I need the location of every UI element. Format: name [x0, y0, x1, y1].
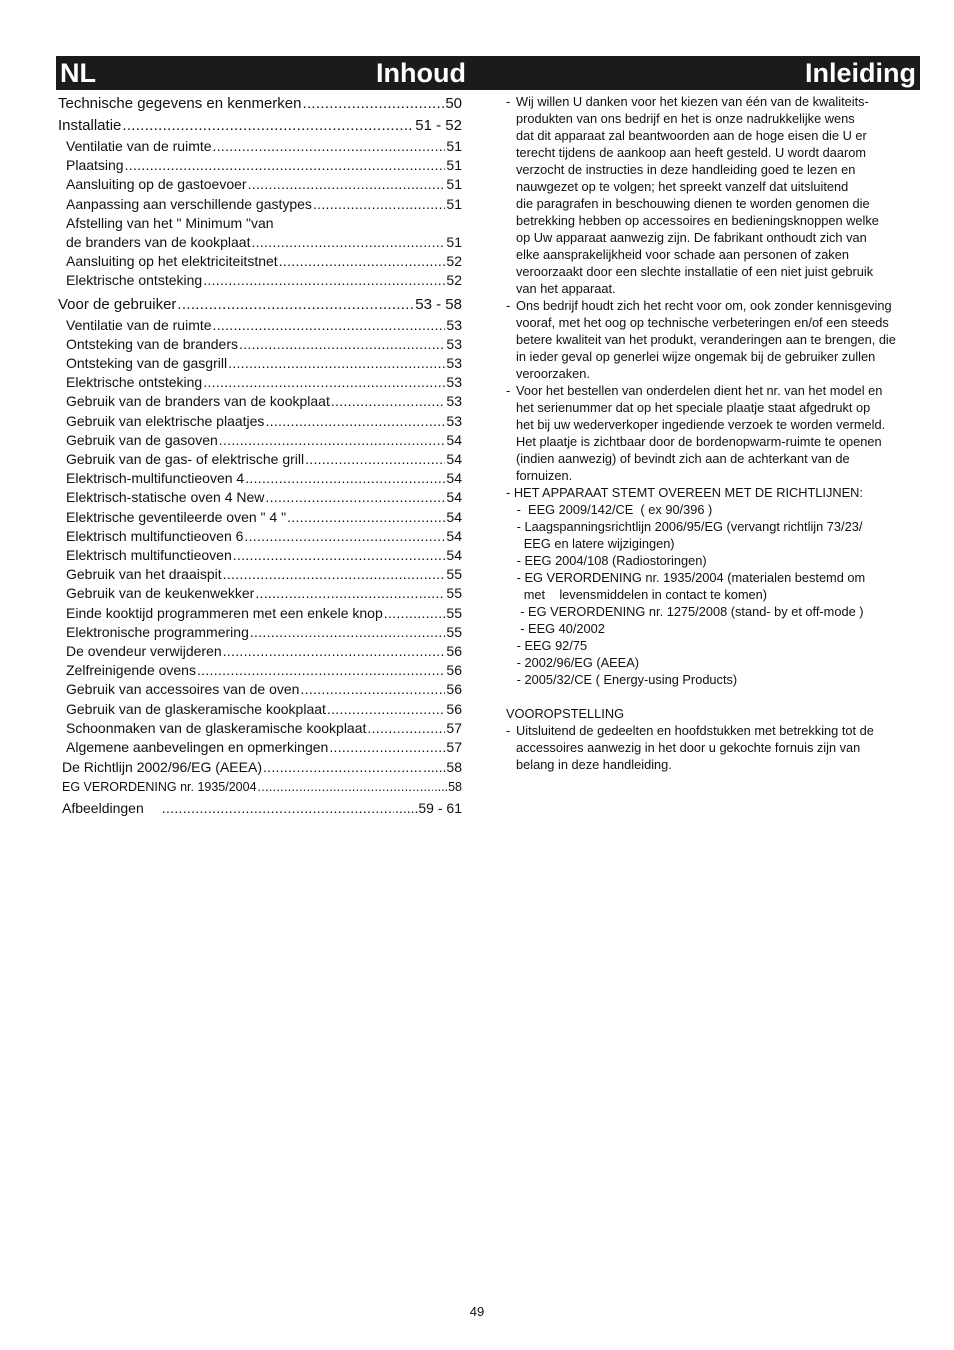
toc-page: 52	[446, 253, 462, 270]
toc-label: Elektrische ontsteking	[66, 374, 203, 391]
toc-entry[interactable]	[58, 335, 462, 354]
text-line: het serienummer dat op het speciale plaatje staat afgedrukt op	[516, 400, 871, 415]
toc-label: Elektrische ontsteking	[66, 272, 203, 289]
toc-entry-gebruiker[interactable]	[58, 294, 462, 316]
toc-entry[interactable]	[58, 623, 462, 642]
toc-label: De Richtlijn 2002/96/EG (AEEA)	[62, 759, 262, 776]
toc-label: Voor de gebruiker	[58, 295, 177, 313]
text-line: van het apparaat.	[516, 281, 616, 296]
toc-label: Ontsteking van de gasgrill	[66, 355, 228, 372]
table-of-contents	[58, 93, 462, 819]
toc-page: 54	[446, 451, 462, 468]
directives-list	[506, 484, 922, 688]
text-line: in ieder geval op generlei wijze ongemak bij de gebruiker zullen	[516, 349, 876, 364]
toc-label: de branders van de kookplaat	[66, 234, 251, 251]
text-line: (indien aanwezig) of bevindt zich aan de achterkant van de	[516, 451, 850, 466]
text-line: - EEG 40/2002	[506, 621, 605, 636]
text-line: - EEG 92/75	[506, 638, 588, 653]
toc-label: EG VERORDENING nr. 1935/2004	[62, 780, 257, 795]
toc-entry[interactable]	[58, 156, 462, 175]
text-line: Uitsluitend de gedeelten en hoofdstukken met betrekking tot de	[516, 723, 874, 738]
text-line: die paragrafen in beschouwing dienen te worden genomen die	[516, 196, 870, 211]
toc-entry[interactable]	[58, 271, 462, 290]
text-line: op Uw apparaat aanwezig zijn. De fabrikant onthoudt zich van	[516, 230, 867, 245]
toc-entry[interactable]	[58, 700, 462, 719]
text-line: betere kwaliteit van het produkt, veranderingen aan te brengen, die	[516, 332, 896, 347]
vooropstelling-paragraph: - Uitsluitend de gedeelten en hoofdstukken met betrekking tot de accessoires aanwezig in het door u gekochte fornuis zijn van belang in deze handleiding.	[506, 722, 922, 773]
text-line: - 2005/32/CE ( Energy-using Products)	[506, 672, 738, 687]
toc-entry[interactable]	[58, 642, 462, 661]
toc-label: Elektrisch-statische oven 4 New	[66, 489, 265, 506]
language-code: NL	[60, 58, 96, 88]
toc-page: 53 - 58	[415, 295, 462, 313]
text-line: veroorzaken.	[516, 366, 590, 381]
text-line: fornuizen.	[516, 468, 573, 483]
text-line: Ons bedrijf houdt zich het recht voor om, ook zonder kennisgeving	[516, 298, 892, 313]
intro-paragraph-parts: - Voor het bestellen van onderdelen dient het nr. van het model en het serienummer dat op het speciale plaatje staat afgedrukt op het bij uw wederverkoper ingediende verzoek te worden vermeld. Het plaatje is zichtbaar door de bordenopwarm-ruimte te openen (indien aanwezig) of bevindt zich aan de achterkant van de fornuizen.	[506, 382, 922, 484]
text-line: verzocht de instructies in deze handleiding goed te lezen en	[516, 162, 856, 177]
toc-label: Algemene aanbevelingen en opmerkingen	[66, 739, 329, 756]
toc-entry[interactable]	[58, 175, 462, 194]
text-line: - EEG 2004/108 (Radiostoringen)	[506, 553, 707, 568]
toc-label: Installatie	[58, 117, 122, 134]
toc-entry-installatie[interactable]	[58, 115, 462, 137]
toc-page: ......58	[423, 759, 462, 776]
vooropstelling-title: VOOROPSTELLING	[506, 706, 625, 721]
text-line: - Laagspanningsrichtlijn 2006/95/EG (vervangt richtlijn 73/23/	[506, 519, 863, 534]
toc-label: Aansluiting op het elektriciteitstnet	[66, 253, 278, 270]
text-line: belang in deze handleiding.	[516, 757, 672, 772]
text-line: - 2002/96/EG (AEEA)	[506, 655, 640, 670]
toc-entry[interactable]	[58, 508, 462, 527]
toc-entry-technische[interactable]	[58, 93, 462, 115]
toc-entry-richtlijn[interactable]	[58, 757, 462, 778]
intro-paragraph-rights: - Ons bedrijf houdt zich het recht voor om, ook zonder kennisgeving vooraf, met het oog op technische verbeteringen en/of een steeds betere kwaliteit van het produkt, veranderingen aan te brengen, die in ieder geval op generlei wijze ongemak bij de gebruiker zullen veroorzaken.	[506, 297, 922, 382]
toc-label: Gebruik van de branders van de kookplaat	[66, 393, 330, 410]
toc-page: 53	[446, 412, 462, 429]
toc-entry[interactable]	[58, 316, 462, 335]
toc-entry[interactable]	[58, 604, 462, 623]
toc-label: Gebruik van de keukenwekker	[66, 585, 255, 602]
toc-page: 51	[446, 195, 462, 212]
toc-label: Ventilatie van de ruimte	[66, 316, 212, 333]
text-line: dat dit apparaat zal beantwoorden aan de hoge eisen die U er	[516, 128, 867, 143]
text-line: produkten van ons bedrijf en het is onze nadrukkelijke wens	[516, 111, 855, 126]
toc-page: 55	[446, 566, 462, 583]
toc-entry[interactable]	[58, 392, 462, 411]
text-line: Het plaatje is zichtbaar door de bordenopwarm-ruimte te openen	[516, 434, 882, 449]
intro-title: Inleiding	[805, 58, 916, 88]
toc-page: 53	[446, 374, 462, 391]
toc-label: Zelfreinigende ovens	[66, 662, 196, 679]
text-line: - HET APPARAAT STEMT OVEREEN MET DE RICHTLIJNEN:	[506, 485, 863, 500]
toc-page: 55	[446, 604, 462, 621]
text-line: accessoires aanwezig in het door u gekochte fornuis zijn van	[516, 740, 861, 755]
toc-label: Schoonmaken van de glaskeramische kookplaat	[66, 719, 367, 736]
toc-page: 51	[446, 138, 462, 154]
toc-page: 55	[446, 623, 462, 640]
text-line: elke aansprakelijkheid voor schade aan personen of zaken	[516, 247, 849, 262]
toc-page: 55	[446, 585, 462, 602]
toc-page: 56	[446, 681, 462, 698]
toc-entry[interactable]	[58, 584, 462, 603]
header-bar	[56, 56, 920, 90]
toc-label: De ovendeur verwijderen	[66, 643, 222, 660]
toc-page: 57	[446, 719, 462, 736]
introduction	[506, 93, 922, 773]
toc-entry[interactable]	[58, 195, 462, 214]
toc-title: Inhoud	[376, 58, 466, 88]
toc-page: 52	[446, 272, 462, 289]
toc-label: Gebruik van elektrische plaatjes	[66, 412, 265, 429]
toc-page: ....58	[434, 780, 462, 795]
toc-page: 51	[446, 157, 462, 174]
intro-paragraph-thanks: - Wij willen U danken voor het kiezen van één van de kwaliteits- produkten van ons bedrijf en het is onze nadrukkelijke wens dat dit apparaat zal beantwoorden aan de hoge eisen die U er terecht tijdens de aankoop aan heeft gesteld. U wordt daarom verzocht de instructies in deze handleiding goed te lezen en nauwgezet op te volgen; het spreekt vanzelf dat uitsluitend die paragrafen in beschouwing dienen te worden genomen die betrekking hebben op accessoires en bedieningsknoppen welke op Uw apparaat aanwezig zijn. De fabrikant onthoudt zich van elke aansprakelijkheid voor schade aan personen of zaken veroorzaakt door een slechte installatie of een niet juist gebruik van het apparaat.	[506, 93, 922, 297]
toc-entry[interactable]	[58, 354, 462, 373]
toc-label: Ventilatie van de ruimte	[66, 138, 212, 154]
text-line: nauwgezet op te volgen; het spreekt vanzelf dat uitsluitend	[516, 179, 849, 194]
toc-entry-afbeeldingen[interactable]	[58, 798, 462, 819]
toc-page: 51	[446, 234, 462, 251]
toc-page: 50	[445, 95, 462, 112]
toc-label: Elektrisch multifunctieoven	[66, 547, 232, 564]
toc-label: Gebruik van de glaskeramische kookplaat	[66, 700, 326, 717]
text-line: Voor het bestellen van onderdelen dient het nr. van het model en	[516, 383, 883, 398]
toc-page: 53	[446, 393, 462, 410]
toc-label: Einde kooktijd programmeren met een enkele knop	[66, 604, 383, 621]
toc-page: 54	[446, 470, 462, 487]
text-line: veroorzaakt door een slechte installatie of een niet juist gebruik	[516, 264, 874, 279]
toc-label: Elektrisch-multifunctieoven 4	[66, 470, 245, 487]
toc-page: 56	[446, 700, 462, 717]
toc-entry[interactable]	[58, 680, 462, 699]
toc-entry[interactable]	[58, 412, 462, 431]
toc-page: 51 - 52	[415, 117, 462, 134]
text-line: met levensmiddelen in contact te komen)	[506, 587, 768, 602]
toc-entry-verordening[interactable]	[58, 778, 462, 797]
toc-label: Plaatsing	[66, 157, 124, 174]
text-line: terecht tijdens de aankoop aan heeft gesteld. U wordt daarom	[516, 145, 867, 160]
toc-label: Gebruik van het draaispit	[66, 566, 222, 583]
toc-entry[interactable]	[58, 450, 462, 469]
toc-page: 54	[446, 508, 462, 525]
text-line: EEG en latere wijzigingen)	[506, 536, 675, 551]
toc-label: Aanpassing aan verschillende gastypes	[66, 195, 312, 212]
toc-entry[interactable]	[58, 373, 462, 392]
toc-page: 53	[446, 335, 462, 352]
toc-page: 53	[446, 316, 462, 333]
text-line: vooraf, met het oog op technische verbeteringen en/of een steeds	[516, 315, 889, 330]
toc-entry[interactable]	[58, 527, 462, 546]
toc-label: Elektrische geventileerde oven " 4 "	[66, 508, 287, 525]
toc-entry[interactable]	[58, 661, 462, 680]
toc-entry[interactable]	[58, 137, 462, 156]
toc-page: 54	[446, 547, 462, 564]
toc-label: Aansluiting op de gastoevoer	[66, 176, 247, 193]
toc-label: Elektrisch multifunctieoven 6	[66, 527, 244, 544]
toc-label: Technische gegevens en kenmerken	[58, 95, 302, 112]
toc-page: 54	[446, 489, 462, 506]
toc-page: 54	[446, 431, 462, 448]
toc-entry[interactable]	[58, 469, 462, 488]
toc-entry-afstelling-line1: Afstelling van het " Minimum "van	[66, 214, 274, 231]
toc-label: Gebruik van accessoires van de oven	[66, 681, 300, 698]
toc-page: 56	[446, 643, 462, 660]
toc-entry[interactable]	[58, 252, 462, 271]
toc-label: Gebruik van de gasoven	[66, 431, 218, 448]
toc-label: Elektronische programmering	[66, 623, 249, 640]
text-line: het bij uw wederverkoper ingediende verzoek te worden vermeld.	[516, 417, 886, 432]
toc-entry[interactable]	[58, 431, 462, 450]
text-line: - EG VERORDENING nr. 1275/2008 (stand- by et off-mode )	[506, 604, 864, 619]
toc-entry-afstelling[interactable]	[58, 233, 462, 252]
toc-entry[interactable]	[58, 738, 462, 757]
toc-page: 53	[446, 355, 462, 372]
text-line: betrekking hebben op accessoires en bedieningsknoppen welke	[516, 213, 879, 228]
toc-page: 56	[446, 662, 462, 679]
toc-page: 51	[446, 176, 462, 193]
toc-label: Afbeeldingen	[62, 799, 144, 816]
toc-entry[interactable]	[58, 565, 462, 584]
toc-label: Gebruik van de gas- of elektrische grill	[66, 451, 305, 468]
toc-page: 57	[446, 739, 462, 756]
toc-entry[interactable]	[58, 488, 462, 507]
page-number: 49	[469, 1304, 485, 1319]
toc-entry[interactable]	[58, 546, 462, 565]
text-line: - EG VERORDENING nr. 1935/2004 (materialen bestemd om	[506, 570, 866, 585]
toc-page: ......59 - 61	[395, 799, 462, 816]
toc-page: 54	[446, 527, 462, 544]
text-line: Wij willen U danken voor het kiezen van één van de kwaliteits-	[516, 94, 869, 109]
toc-entry[interactable]	[58, 719, 462, 738]
text-line: - EEG 2009/142/CE ( ex 90/396 )	[506, 502, 713, 517]
toc-label: Ontsteking van de branders	[66, 335, 238, 352]
